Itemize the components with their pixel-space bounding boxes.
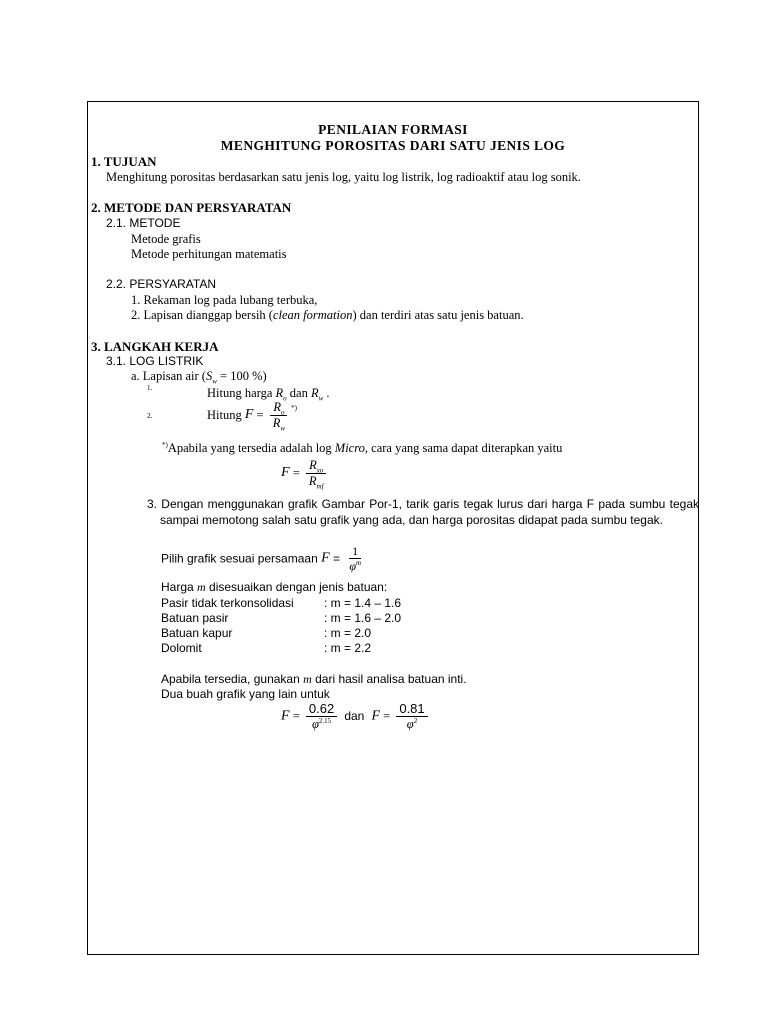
pilih-grafik-formula: Pilih grafik sesuai persamaan F = $\frac{1}{\varphi^m}$ — [161, 544, 362, 573]
metode-heading: 2.1. METODE — [106, 216, 181, 230]
rock-name: Pasir tidak terkonsolidasi — [161, 596, 294, 610]
persyaratan-item-1: 1. Rekaman log pada lubang terbuka, — [131, 293, 318, 307]
extra-formulas: F = $\frac{0.62}{\varphi^{2.15}}$ dan F = $\frac{0.81}{\varphi^2}$ — [281, 702, 428, 731]
rock-m-value: : m = 2.0 — [324, 626, 372, 640]
step-1-text: Hitung harga $R_o$ dan $R_w$ . — [207, 386, 330, 403]
rock-m-value: : m = 2.2 — [324, 641, 372, 655]
section-1-heading: 1. TUJUAN — [91, 154, 157, 169]
harga-m-text: Harga m disesuaikan dengan jenis batuan: — [161, 580, 388, 594]
section-2-heading: 2. METODE DAN PERSYARATAN — [91, 200, 292, 215]
rock-name: Batuan kapur — [161, 626, 233, 640]
dua-grafik-text: Dua buah grafik yang lain untuk — [161, 687, 330, 701]
rock-name: Dolomit — [161, 641, 202, 655]
persyaratan-item-2: 2. Lapisan dianggap bersih (clean formation) dan terdiri atas satu jenis batuan. — [131, 308, 524, 322]
page-title: PENILAIAN FORMASI — [318, 122, 468, 137]
step-2-formula: Hitung F = $\frac{R_o}{R_w}$ *) — [207, 400, 298, 432]
persyaratan-heading: 2.2. PERSYARATAN — [106, 277, 217, 291]
step-3-text: 3. Dengan menggunakan grafik Gambar Por-1, tarik garis tegak lurus dari harga F pada sumbu tegak sampai memotong salah satu grafik yang ada, dan harga porositas didapat pada sumbu tegak. — [147, 497, 699, 527]
log-listrik-heading: 3.1. LOG LISTRIK — [106, 354, 204, 368]
section-1-text: Menghitung porositas berdasarkan satu jenis log, yaitu log listrik, log radioaktif atau log sonik. — [106, 170, 581, 184]
micro-note: *)Apabila yang tersedia adalah log Micro, cara yang sama dapat diterapkan yaitu — [162, 440, 563, 455]
lapisan-air-item: a. Lapisan air ($S_w = 100$ %) — [131, 369, 267, 386]
page-subtitle: MENGHITUNG POROSITAS DARI SATU JENIS LOG — [220, 138, 566, 153]
apabila-text: Apabila tersedia, gunakan m dari hasil analisa batuan inti. — [161, 672, 467, 686]
rock-name: Batuan pasir — [161, 611, 229, 625]
rock-m-value: : m = 1.6 – 2.0 — [324, 611, 402, 625]
rock-m-value: : m = 1.4 – 1.6 — [324, 596, 402, 610]
metode-item-1: Metode grafis — [131, 232, 201, 246]
section-3-heading: 3. LANGKAH KERJA — [91, 339, 219, 354]
page-frame — [87, 101, 699, 955]
step-1-number: 1. — [147, 384, 153, 392]
metode-item-2: Metode perhitungan matematis — [131, 247, 287, 261]
micro-formula: F = $\frac{R_{xo}}{R_{mf}}$ — [281, 459, 327, 487]
step-2-number: 2. — [147, 412, 153, 420]
